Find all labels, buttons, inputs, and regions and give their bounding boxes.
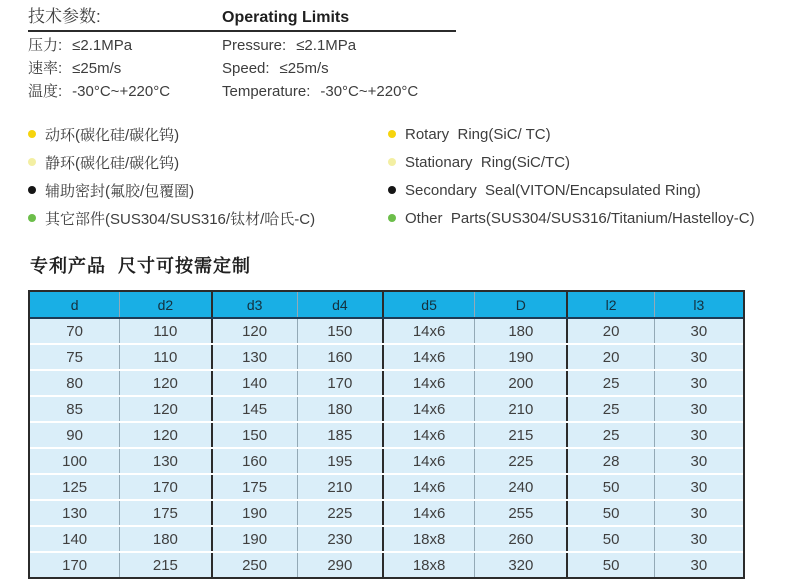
table-cell: 50 (567, 526, 654, 552)
table-header-row (30, 292, 743, 318)
table-row (30, 526, 743, 552)
table-cell: 14x6 (383, 370, 475, 396)
table-cell: 125 (30, 474, 120, 500)
table-cell: 70 (30, 318, 120, 344)
table-cell: 110 (120, 318, 212, 344)
table-cell: 20 (567, 344, 654, 370)
spec-row-pressure (28, 37, 456, 55)
table-row (30, 370, 743, 396)
material-label-en: Secondary Seal(VITON/Encapsulated Ring) (405, 181, 701, 199)
speed-value-zh: ≤25m/s (72, 60, 122, 77)
table-cell: 170 (120, 474, 212, 500)
table-cell: 80 (30, 370, 120, 396)
temperature-value-en: -30°C~+220°C (320, 83, 419, 100)
table-cell: 320 (475, 552, 568, 577)
table-cell: 195 (297, 448, 383, 474)
table-cell: 130 (30, 500, 120, 526)
material-row (28, 176, 800, 204)
table-row (30, 448, 743, 474)
table-cell: 180 (120, 526, 212, 552)
section-title: 专利产品 尺寸可按需定制 (30, 256, 252, 276)
table-cell: 255 (475, 500, 568, 526)
material-row (28, 120, 800, 148)
table-cell: 130 (212, 344, 298, 370)
table-cell: 130 (120, 448, 212, 474)
column-header-l3: l3 (654, 292, 743, 318)
table-cell: 170 (30, 552, 120, 577)
speed-value-en: ≤25m/s (279, 60, 329, 77)
table-cell: 150 (297, 318, 383, 344)
table-cell: 250 (212, 552, 298, 577)
table-cell: 14x6 (383, 318, 475, 344)
table-cell: 90 (30, 422, 120, 448)
material-cell-en (388, 154, 800, 171)
material-cell-zh (28, 180, 388, 201)
table-cell: 50 (567, 500, 654, 526)
table-row (30, 500, 743, 526)
table-cell: 18x8 (383, 552, 475, 577)
material-row (28, 204, 800, 232)
pressure-label-en: Pressure: (222, 37, 287, 54)
material-label-zh: 静环(碳化硅/碳化钨) (45, 154, 180, 172)
operating-limits-title: Operating Limits (222, 9, 350, 26)
bullet-icon (388, 186, 396, 194)
table-cell: 210 (475, 396, 568, 422)
spec-row-speed (28, 60, 456, 78)
temperature-label-zh: 温度: (28, 83, 63, 100)
table-cell: 170 (297, 370, 383, 396)
table-cell: 120 (212, 318, 298, 344)
table-row (30, 318, 743, 344)
pressure-value-en: ≤2.1MPa (296, 37, 357, 54)
table-cell: 30 (654, 318, 743, 344)
table-cell: 190 (212, 526, 298, 552)
table-row (30, 552, 743, 577)
table-row (30, 396, 743, 422)
table-cell: 28 (567, 448, 654, 474)
table-cell: 215 (120, 552, 212, 577)
column-header-D: D (475, 292, 568, 318)
column-header-d: d (30, 292, 120, 318)
table-row (30, 474, 743, 500)
bullet-icon (28, 130, 36, 138)
table-cell: 230 (297, 526, 383, 552)
column-header-d4: d4 (297, 292, 383, 318)
material-label-zh: 其它部件(SUS304/SUS316/钛材/哈氏-C) (45, 210, 316, 228)
pressure-value-zh: ≤2.1MPa (72, 37, 133, 54)
table-cell: 30 (654, 500, 743, 526)
table-cell: 175 (120, 500, 212, 526)
table-cell: 14x6 (383, 422, 475, 448)
table-cell: 120 (120, 422, 212, 448)
table-cell: 225 (297, 500, 383, 526)
tech-params-title-zh: 技术参数: (28, 7, 101, 26)
table-cell: 14x6 (383, 396, 475, 422)
table-cell: 50 (567, 552, 654, 577)
table-cell: 14x6 (383, 474, 475, 500)
speed-label-zh: 速率: (28, 60, 63, 77)
table-cell: 120 (120, 370, 212, 396)
table-cell: 140 (212, 370, 298, 396)
material-cell-en (388, 210, 800, 227)
temperature-label-en: Temperature: (222, 83, 311, 100)
material-label-en: Rotary Ring(SiC/ TC) (405, 125, 551, 143)
table-cell: 190 (475, 344, 568, 370)
table-cell: 160 (297, 344, 383, 370)
table-cell: 30 (654, 370, 743, 396)
table-cell: 30 (654, 552, 743, 577)
column-header-d3: d3 (212, 292, 298, 318)
table-cell: 30 (654, 526, 743, 552)
table-cell: 75 (30, 344, 120, 370)
table-cell: 180 (297, 396, 383, 422)
table-cell: 14x6 (383, 344, 475, 370)
table-cell: 25 (567, 370, 654, 396)
bullet-icon (388, 214, 396, 222)
materials-list (28, 120, 800, 232)
material-cell-en (388, 182, 800, 199)
table-cell: 85 (30, 396, 120, 422)
table-cell: 110 (120, 344, 212, 370)
table-cell: 260 (475, 526, 568, 552)
spec-row-temperature (28, 83, 456, 101)
material-cell-en (388, 126, 800, 143)
table-row (30, 344, 743, 370)
material-cell-zh (28, 208, 388, 229)
table-cell: 20 (567, 318, 654, 344)
material-cell-zh (28, 152, 388, 173)
material-label-en: Stationary Ring(SiC/TC) (405, 153, 571, 171)
speed-label-en: Speed: (222, 60, 270, 77)
tech-params-header (28, 2, 456, 32)
table-cell: 185 (297, 422, 383, 448)
table-cell: 120 (120, 396, 212, 422)
table-cell: 290 (297, 552, 383, 577)
column-header-d5: d5 (383, 292, 475, 318)
tech-params-section (28, 2, 456, 101)
table-cell: 240 (475, 474, 568, 500)
material-cell-zh (28, 124, 388, 145)
table-cell: 30 (654, 344, 743, 370)
table-cell: 30 (654, 422, 743, 448)
bullet-icon (28, 186, 36, 194)
table-cell: 50 (567, 474, 654, 500)
table-cell: 175 (212, 474, 298, 500)
table-cell: 100 (30, 448, 120, 474)
table-cell: 30 (654, 474, 743, 500)
table-cell: 215 (475, 422, 568, 448)
bullet-icon (388, 158, 396, 166)
table-body (30, 318, 743, 577)
column-header-d2: d2 (120, 292, 212, 318)
table-cell: 200 (475, 370, 568, 396)
pressure-label-zh: 压力: (28, 37, 63, 54)
table-cell: 25 (567, 422, 654, 448)
table-cell: 150 (212, 422, 298, 448)
table-cell: 18x8 (383, 526, 475, 552)
table-cell: 210 (297, 474, 383, 500)
table-cell: 140 (30, 526, 120, 552)
table-cell: 14x6 (383, 500, 475, 526)
table-cell: 190 (212, 500, 298, 526)
material-label-zh: 动环(碳化硅/碳化钨) (45, 126, 180, 144)
table-cell: 30 (654, 396, 743, 422)
table-cell: 225 (475, 448, 568, 474)
table-cell: 14x6 (383, 448, 475, 474)
table-row (30, 422, 743, 448)
table-cell: 145 (212, 396, 298, 422)
bullet-icon (28, 214, 36, 222)
table-cell: 180 (475, 318, 568, 344)
bullet-icon (388, 130, 396, 138)
table-cell: 160 (212, 448, 298, 474)
table-cell: 25 (567, 396, 654, 422)
bullet-icon (28, 158, 36, 166)
dimensions-table (28, 290, 745, 579)
material-label-en: Other Parts(SUS304/SUS316/Titanium/Hastelloy-C) (405, 209, 755, 227)
table-cell: 30 (654, 448, 743, 474)
temperature-value-zh: -30°C~+220°C (72, 83, 171, 100)
material-label-zh: 辅助密封(氟胶/包覆圈) (45, 182, 195, 200)
column-header-l2: l2 (567, 292, 654, 318)
material-row (28, 148, 800, 176)
